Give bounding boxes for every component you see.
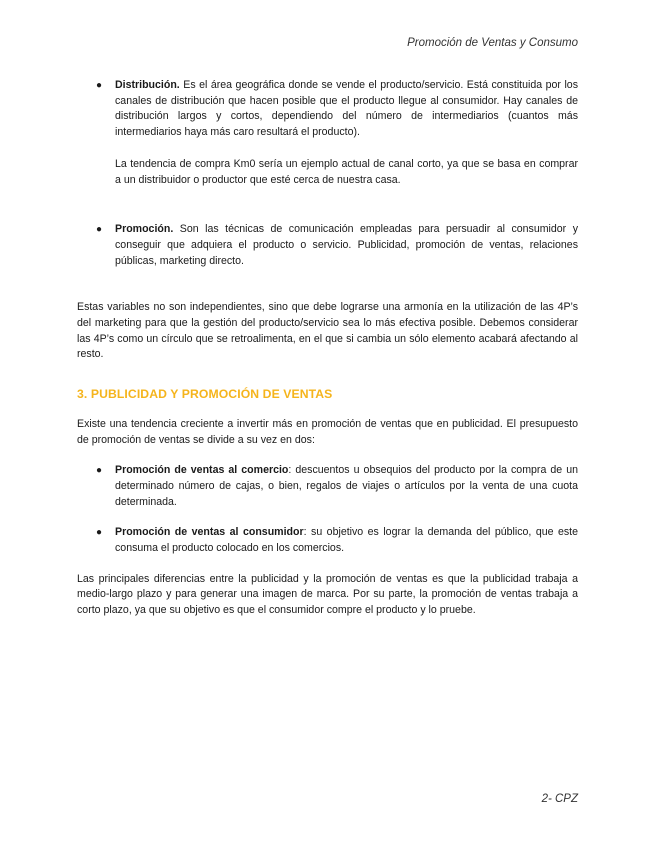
bullet-text — [115, 525, 578, 556]
bullet-text — [115, 222, 578, 269]
bullet-term: Promoción de ventas al comercio — [115, 464, 289, 477]
bullet-dot-icon: ● — [96, 465, 103, 477]
bullet-body: : su objetivo es lograr la demanda del público, que este consuma el producto colocado en los comercios. — [115, 526, 578, 555]
bullet-subparagraph: La tendencia de compra Km0 sería un ejemplo actual de canal corto, ya que se basa en comprar a un distribuidor o productor que esté cerca de nuestra casa. — [115, 157, 578, 186]
page-footer: 2- CPZ — [541, 793, 578, 805]
paragraph-4ps: Estas variables no son independientes, sino que debe lograrse una armonía en la utilización de las 4P’s del marketing para que la gestión del producto/servicio sea lo más efectiva posible. Debemos considerar las 4P’s como un círculo que se retroalimenta, en el que si cambia un sólo elemento acabará afectando al resto. — [77, 301, 578, 361]
bullet-dot-icon: ● — [96, 224, 103, 236]
bullet-item-comercio — [77, 463, 578, 510]
section-heading: 3. PUBLICIDAD Y PROMOCIÓN DE VENTAS — [77, 387, 333, 402]
closing-paragraph: Las principales diferencias entre la publicidad y la promoción de ventas es que la publicidad trabaja a medio-largo plazo y para generar una imagen de marca. Por su parte, la promoción de ventas trabaja a corto plazo, ya que su objetivo es que el consumidor compre el producto y lo pruebe. — [77, 572, 578, 617]
bullet-item-promocion — [77, 222, 578, 269]
bullet-term: Promoción de ventas al consumidor — [115, 526, 304, 539]
section-intro: Existe una tendencia creciente a invertir más en promoción de ventas que en publicidad. El presupuesto de promoción de ventas se divide a su vez en dos: — [77, 417, 578, 446]
page-header: Promoción de Ventas y Consumo — [407, 37, 578, 49]
bullet-item-distribucion — [77, 78, 578, 188]
bullet-text — [115, 463, 578, 510]
bullet-text — [115, 78, 578, 141]
page-content — [77, 78, 578, 619]
bullet-dot-icon: ● — [96, 527, 103, 539]
bullet-body: : descuentos u obsequios del producto por la compra de un determinado número de cajas, o bien, regalos de viajes o artículos por la venta de una cuota determinada. — [115, 464, 579, 508]
bullet-dot-icon: ● — [96, 80, 103, 91]
bullet-item-consumidor — [77, 525, 578, 556]
bullet-term: Distribución. — [115, 79, 180, 91]
bullet-term: Promoción. — [115, 223, 174, 236]
bullet-body: Es el área geográfica donde se vende el producto/servicio. Está constituida por los canales de distribución que hacen posible que el producto llegue al consumidor. Hay canales de distribución largos y cortos, dependiendo del número de intermediarios (cuantos más intermediarios haya más caro resultará el producto). — [115, 79, 578, 139]
bullet-body: Son las técnicas de comunicación empleadas para persuadir al consumidor y conseguir que adquiera el producto o servicio. Publicidad, promoción de ventas, relaciones públicas, marketing directo. — [115, 223, 578, 267]
